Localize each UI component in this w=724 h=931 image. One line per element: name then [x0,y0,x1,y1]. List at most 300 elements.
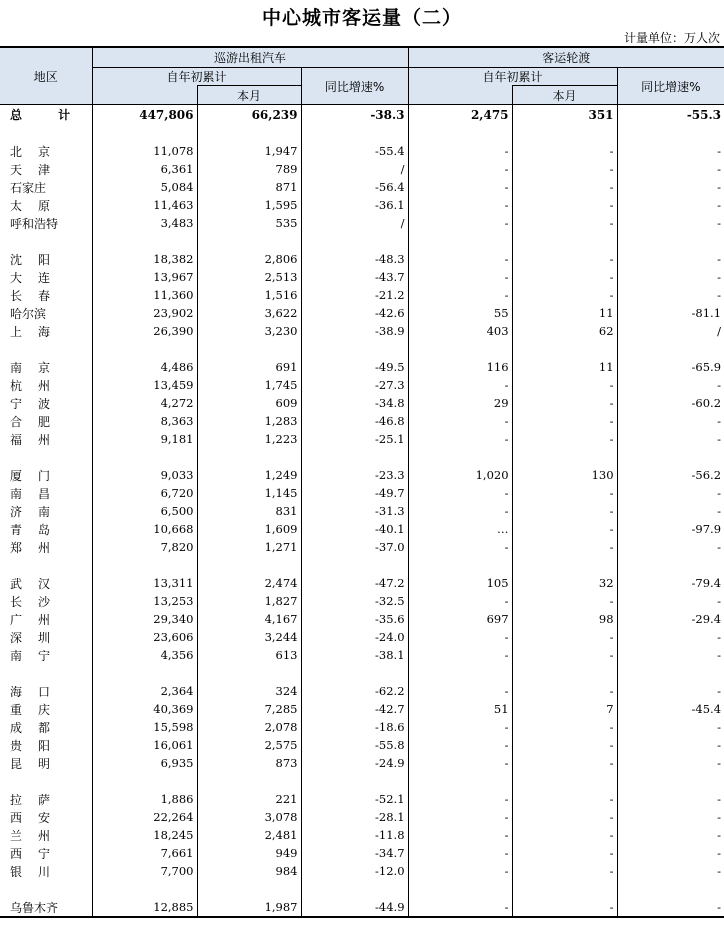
table-row [0,214,724,232]
ferry-ytd-cell: - [408,718,512,736]
table-row [0,844,724,862]
ferry-yoy-cell: - [617,844,724,862]
taxi-ytd-cell: 11,360 [92,286,197,304]
spacer-cell [197,232,301,250]
ferry-ytd-cell: 105 [408,574,512,592]
taxi-ytd-cell: 4,486 [92,358,197,376]
ferry-yoy-cell: -97.9 [617,520,724,538]
table-row [0,358,724,376]
ferry-ytd-cell: - [408,898,512,917]
spacer-cell [408,772,512,790]
taxi-ytd-cell: 11,078 [92,142,197,160]
taxi-ytd-cell: 13,459 [92,376,197,394]
ferry-month-cell: - [512,844,617,862]
spacer-cell [197,880,301,898]
taxi-month-cell: 324 [197,682,301,700]
spacer-cell [92,340,197,358]
ferry-ytd-cell: - [408,592,512,610]
spacer-cell [301,232,408,250]
taxi-yoy-cell: -37.0 [301,538,408,556]
table-row [0,646,724,664]
region-name: 昆明 [10,756,67,771]
taxi-month-cell: 1,827 [197,592,301,610]
table-row [0,142,724,160]
table-row [0,196,724,214]
taxi-yoy-cell: -12.0 [301,862,408,880]
taxi-ytd-cell: 6,720 [92,484,197,502]
taxi-yoy-cell: -23.3 [301,466,408,484]
region-name: 石家庄 [10,180,47,195]
ferry-ytd-cell: - [408,214,512,232]
ferry-yoy-cell: - [617,286,724,304]
ferry-month-cell: - [512,736,617,754]
taxi-ytd-cell: 5,084 [92,178,197,196]
ferry-ytd-cell: - [408,376,512,394]
taxi-month-cell: 1,947 [197,142,301,160]
region-name: 长春 [10,288,67,303]
table-row [0,250,724,268]
table-row [0,286,724,304]
table-row [0,754,724,772]
ferry-month-cell: - [512,196,617,214]
taxi-month-cell: 2,481 [197,826,301,844]
ferry-yoy-cell: - [617,736,724,754]
ferry-ytd-cell: 403 [408,322,512,340]
spacer-cell [301,664,408,682]
spacer-cell [92,664,197,682]
taxi-month-cell: 2,078 [197,718,301,736]
region-name: 大连 [10,270,67,285]
ferry-month-cell: - [512,286,617,304]
ferry-ytd-cell: - [408,178,512,196]
ferry-month-cell: - [512,394,617,412]
ferry-yoy-cell: - [617,808,724,826]
taxi-ytd-cell: 9,181 [92,430,197,448]
ferry-month-cell: - [512,178,617,196]
spacer-cell [197,556,301,574]
table-row [0,610,724,628]
region-name: 西宁 [10,846,67,861]
ferry-month-cell: - [512,898,617,917]
ferry-ytd-cell: - [408,250,512,268]
taxi-yoy-cell: -62.2 [301,682,408,700]
taxi-ytd-cell: 23,902 [92,304,197,322]
ferry-month-cell: - [512,214,617,232]
table-row [0,484,724,502]
spacer-cell [197,772,301,790]
header-taxi-month: 本月 [197,86,301,105]
taxi-month-cell: 1,987 [197,898,301,917]
taxi-yoy-cell: -28.1 [301,808,408,826]
ferry-yoy-cell: - [617,250,724,268]
taxi-yoy-cell: -48.3 [301,250,408,268]
ferry-yoy-cell: -29.4 [617,610,724,628]
taxi-ytd-cell: 8,363 [92,412,197,430]
ferry-ytd-cell: 29 [408,394,512,412]
spacer-cell [512,124,617,142]
region-name: 青岛 [10,522,67,537]
header-taxi-ytd: 自年初累计 [92,68,301,86]
ferry-yoy-cell: - [617,646,724,664]
spacer-cell [408,232,512,250]
taxi-month-cell: 1,595 [197,196,301,214]
ferry-ytd-cell: 697 [408,610,512,628]
region-name: 广州 [10,612,67,627]
ferry-yoy-cell: - [617,142,724,160]
taxi-ytd-cell: 11,463 [92,196,197,214]
ferry-month-cell: - [512,430,617,448]
ferry-month-cell: 32 [512,574,617,592]
ferry-month-cell: - [512,646,617,664]
spacer-cell [301,124,408,142]
taxi-yoy-cell: -32.5 [301,592,408,610]
spacer-cell [512,664,617,682]
group-spacer [0,124,724,142]
taxi-month-cell: 7,285 [197,700,301,718]
taxi-yoy-cell: -24.0 [301,628,408,646]
spacer-cell [197,340,301,358]
table-row [0,718,724,736]
ferry-yoy-cell: - [617,430,724,448]
spacer-cell [92,880,197,898]
taxi-month-cell: 3,078 [197,808,301,826]
region-name: 北京 [10,144,67,159]
region-name: 郑州 [10,540,67,555]
ferry-month-cell: - [512,502,617,520]
region-name: 拉萨 [10,792,67,807]
region-name: 厦门 [10,468,67,483]
ferry-yoy-cell: - [617,484,724,502]
taxi-month-cell: 1,145 [197,484,301,502]
ferry-ytd-cell: - [408,430,512,448]
spacer-cell [301,772,408,790]
ferry-yoy-cell: - [617,790,724,808]
group-spacer [0,232,724,250]
taxi-month-cell: 2,474 [197,574,301,592]
taxi-month-cell: 3,244 [197,628,301,646]
taxi-month-cell: 2,513 [197,268,301,286]
taxi-yoy-cell: -42.7 [301,700,408,718]
spacer-cell [617,232,724,250]
spacer-cell [617,448,724,466]
ferry-yoy-cell: - [617,376,724,394]
spacer-cell [0,664,92,682]
spacer-cell [92,124,197,142]
taxi-ytd-cell: 15,598 [92,718,197,736]
spacer-cell [408,124,512,142]
table-row [0,574,724,592]
spacer-cell [512,232,617,250]
ferry-ytd-cell: - [408,862,512,880]
table-row [0,376,724,394]
ferry-ytd-cell: 51 [408,700,512,718]
spacer-cell [617,556,724,574]
taxi-ytd-cell: 1,886 [92,790,197,808]
table-row [0,790,724,808]
ferry-ytd-cell: - [408,808,512,826]
ferry-yoy-cell: -81.1 [617,304,724,322]
taxi-month-cell: 1,745 [197,376,301,394]
taxi-ytd-cell: 29,340 [92,610,197,628]
taxi-ytd-cell: 23,606 [92,628,197,646]
taxi-ytd-cell: 22,264 [92,808,197,826]
ferry-yoy-cell: - [617,826,724,844]
taxi-yoy-cell: -25.1 [301,430,408,448]
region-name: 重庆 [10,702,67,717]
table-row [0,466,724,484]
table-row [0,178,724,196]
spacer-cell [512,556,617,574]
ferry-ytd-cell: - [408,646,512,664]
ferry-month-cell: - [512,268,617,286]
ferry-month-cell: 62 [512,322,617,340]
ferry-month-cell: - [512,520,617,538]
taxi-ytd-cell: 18,382 [92,250,197,268]
total-row [0,105,724,125]
taxi-month-cell: 1,249 [197,466,301,484]
taxi-month-cell: 871 [197,178,301,196]
table-row [0,826,724,844]
taxi-month-cell: 3,230 [197,322,301,340]
table-row [0,898,724,917]
spacer-cell [92,556,197,574]
ferry-yoy-cell: / [617,322,724,340]
region-name: 天津 [10,162,67,177]
taxi-yoy-cell: -55.8 [301,736,408,754]
region-name: 贵阳 [10,738,67,753]
ferry-month-cell: - [512,250,617,268]
spacer-cell [197,664,301,682]
taxi-month-cell: 831 [197,502,301,520]
spacer-cell [408,664,512,682]
spacer-cell [617,772,724,790]
spacer-cell [0,232,92,250]
header-ferry-yoy: 同比增速% [617,68,724,105]
region-name: 兰州 [10,828,67,843]
region-name: 西安 [10,810,67,825]
ferry-yoy-cell: - [617,502,724,520]
ferry-month-cell: - [512,592,617,610]
taxi-ytd-cell: 18,245 [92,826,197,844]
passenger-volume-table [0,46,724,918]
ferry-month-cell: - [512,484,617,502]
taxi-yoy-cell: -44.9 [301,898,408,917]
spacer-cell [301,448,408,466]
ferry-yoy-cell: -79.4 [617,574,724,592]
ferry-ytd-cell: - [408,736,512,754]
total-taxi-month: 66,239 [197,105,301,125]
ferry-yoy-cell: - [617,196,724,214]
taxi-month-cell: 613 [197,646,301,664]
region-name: 南昌 [10,486,67,501]
taxi-month-cell: 4,167 [197,610,301,628]
taxi-month-cell: 535 [197,214,301,232]
taxi-month-cell: 949 [197,844,301,862]
ferry-ytd-cell: - [408,412,512,430]
taxi-month-cell: 1,516 [197,286,301,304]
table-row [0,628,724,646]
table-row [0,808,724,826]
total-ferry-yoy: -55.3 [617,105,724,125]
ferry-month-cell: 11 [512,358,617,376]
header-region: 地区 [0,47,92,105]
region-name: 乌鲁木齐 [0,898,92,917]
ferry-ytd-cell: - [408,286,512,304]
taxi-ytd-cell: 6,361 [92,160,197,178]
taxi-yoy-cell: -34.7 [301,844,408,862]
spacer-cell [512,340,617,358]
taxi-month-cell: 691 [197,358,301,376]
ferry-yoy-cell: -56.2 [617,466,724,484]
header-taxi-ytd-fill [92,86,197,105]
spacer-cell [92,772,197,790]
unit-label: 计量单位：万人次 [623,31,720,45]
table-row [0,304,724,322]
region-name: 福州 [10,432,67,447]
header-taxi-yoy: 同比增速% [301,68,408,105]
taxi-yoy-cell: -47.2 [301,574,408,592]
ferry-ytd-cell: - [408,484,512,502]
taxi-yoy-cell: -34.8 [301,394,408,412]
ferry-month-cell: 98 [512,610,617,628]
taxi-yoy-cell: -49.7 [301,484,408,502]
taxi-ytd-cell: 16,061 [92,736,197,754]
spacer-cell [0,448,92,466]
header-ferry-ytd-fill [408,86,512,105]
ferry-ytd-cell: 1,020 [408,466,512,484]
ferry-ytd-cell: - [408,160,512,178]
taxi-yoy-cell: -18.6 [301,718,408,736]
ferry-ytd-cell: - [408,844,512,862]
spacer-cell [197,124,301,142]
taxi-yoy-cell: -31.3 [301,502,408,520]
spacer-cell [617,340,724,358]
table-row [0,700,724,718]
region-name: 沈阳 [10,252,67,267]
taxi-ytd-cell: 12,885 [92,898,197,917]
table-row [0,430,724,448]
spacer-cell [512,772,617,790]
header-ferry-month: 本月 [512,86,617,105]
taxi-month-cell: 2,806 [197,250,301,268]
ferry-yoy-cell: - [617,628,724,646]
total-taxi-ytd: 447,806 [92,105,197,125]
group-spacer [0,556,724,574]
spacer-cell [0,556,92,574]
table-body [0,105,724,918]
region-name: 杭州 [10,378,67,393]
ferry-yoy-cell: - [617,592,724,610]
table-row [0,520,724,538]
region-name: 哈尔滨 [10,306,47,321]
taxi-month-cell: 1,223 [197,430,301,448]
taxi-ytd-cell: 10,668 [92,520,197,538]
ferry-yoy-cell: - [617,538,724,556]
ferry-month-cell: - [512,790,617,808]
region-name: 上海 [10,324,67,339]
spacer-cell [408,880,512,898]
table-row [0,502,724,520]
ferry-month-cell: 130 [512,466,617,484]
spacer-cell [301,556,408,574]
taxi-yoy-cell: -49.5 [301,358,408,376]
taxi-yoy-cell: -52.1 [301,790,408,808]
table-row [0,160,724,178]
taxi-yoy-cell: -40.1 [301,520,408,538]
ferry-month-cell: - [512,376,617,394]
taxi-ytd-cell: 40,369 [92,700,197,718]
ferry-yoy-cell: -65.9 [617,358,724,376]
taxi-yoy-cell: / [301,214,408,232]
ferry-ytd-cell: - [408,682,512,700]
total-taxi-yoy: -38.3 [301,105,408,125]
ferry-ytd-cell: - [408,538,512,556]
table-row [0,412,724,430]
ferry-ytd-cell: - [408,142,512,160]
taxi-yoy-cell: -43.7 [301,268,408,286]
taxi-ytd-cell: 13,967 [92,268,197,286]
table-row [0,592,724,610]
taxi-month-cell: 873 [197,754,301,772]
taxi-month-cell: 221 [197,790,301,808]
table-row [0,736,724,754]
spacer-cell [408,556,512,574]
header-ferry: 客运轮渡 [408,47,724,68]
table-row [0,322,724,340]
taxi-ytd-cell: 4,356 [92,646,197,664]
ferry-yoy-cell: - [617,178,724,196]
ferry-yoy-cell: - [617,898,724,917]
ferry-ytd-cell: … [408,520,512,538]
ferry-ytd-cell: - [408,754,512,772]
taxi-yoy-cell: -42.6 [301,304,408,322]
spacer-cell [617,664,724,682]
spacer-cell [512,448,617,466]
spacer-cell [92,232,197,250]
taxi-ytd-cell: 26,390 [92,322,197,340]
ferry-month-cell: - [512,826,617,844]
ferry-month-cell: - [512,862,617,880]
spacer-cell [92,448,197,466]
taxi-ytd-cell: 13,311 [92,574,197,592]
ferry-month-cell: - [512,538,617,556]
ferry-ytd-cell: - [408,628,512,646]
ferry-yoy-cell: - [617,268,724,286]
table-row [0,394,724,412]
taxi-ytd-cell: 6,935 [92,754,197,772]
taxi-yoy-cell: -36.1 [301,196,408,214]
taxi-ytd-cell: 4,272 [92,394,197,412]
taxi-ytd-cell: 7,700 [92,862,197,880]
taxi-yoy-cell: -35.6 [301,610,408,628]
taxi-yoy-cell: -38.1 [301,646,408,664]
ferry-month-cell: 11 [512,304,617,322]
ferry-yoy-cell: - [617,412,724,430]
table-row [0,862,724,880]
group-spacer [0,880,724,898]
taxi-ytd-cell: 6,500 [92,502,197,520]
ferry-month-cell: 7 [512,700,617,718]
region-name: 济南 [10,504,67,519]
region-name: 海口 [10,684,67,699]
taxi-ytd-cell: 9,033 [92,466,197,484]
ferry-yoy-cell: -45.4 [617,700,724,718]
region-name: 银川 [10,864,67,879]
taxi-ytd-cell: 13,253 [92,592,197,610]
total-ferry-ytd: 2,475 [408,105,512,125]
total-label [0,105,92,125]
ferry-ytd-cell: - [408,826,512,844]
